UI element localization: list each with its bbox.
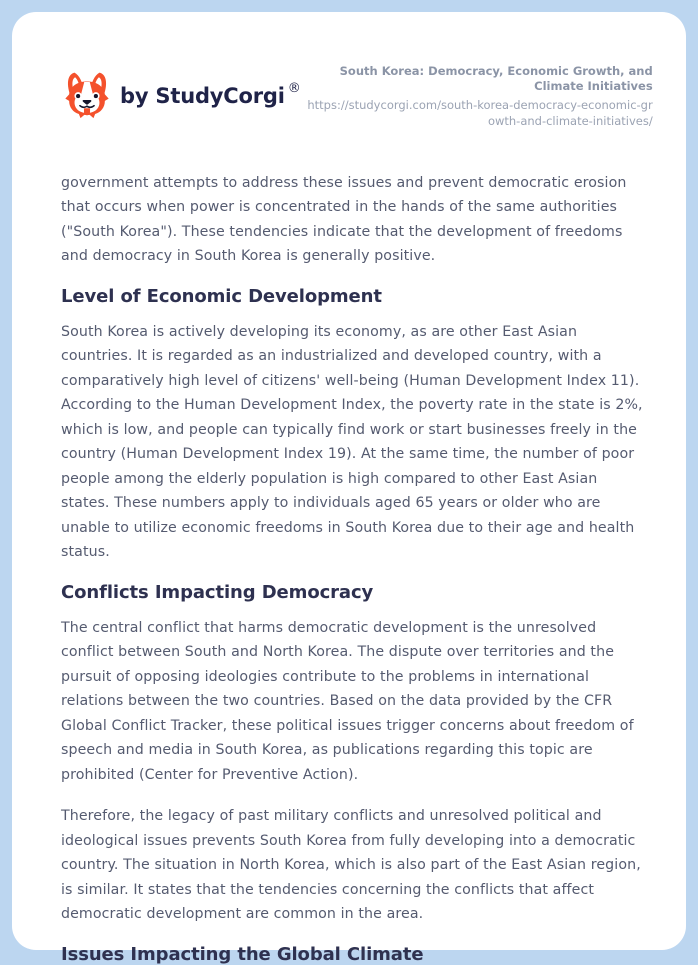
document-header: [61, 64, 653, 129]
section-heading-conflicts-impacting-democracy: Conflicts Impacting Democracy: [61, 581, 374, 603]
article-body: [61, 171, 648, 965]
section-heading-issues-impacting-global-climate: Issues Impacting the Global Climate: [61, 943, 424, 965]
document-title: South Korea: Democracy, Economic Growth, and Climate Initiatives: [339, 64, 653, 94]
section-heading-level-of-economic-development: Level of Economic Development: [61, 285, 382, 307]
article-paragraph-central-conflict: The central conflict that harms democratic development is the unresolved conflict between South and North Korea. The dispute over territories and the pursuit of opposing ideologies contribute to the problems in international relations between the two countries. Based on the data provided by the CFR Global Conflict Tracker, these political issues trigger concerns about freedom of speech and media in South Korea, as publications regarding this topic are prohibited (Center for Preventive Action).: [61, 619, 634, 783]
article-paragraph-economic-development: South Korea is actively developing its economy, as are other East Asian countries. It is regarded as an industrialized and developed country, with a comparatively high level of citizens' well-being (Human Development Index 11). According to the Human Development Index, the poverty rate in the state is 2%, which is low, and people can typically find work or start businesses freely in the country (Human Development Index 19). At the same time, the number of poor people among the elderly population is high compared to other East Asian states. These numbers apply to individuals aged 65 years or older who are unable to utilize economic freedoms in South Korea due to their age and health status.: [61, 323, 643, 561]
article-paragraph-democracy-conclusion: government attempts to address these issues and prevent democratic erosion that occurs when power is concentrated in the hands of the same authorities ("South Korea"). These tendencies indicate that the development of freedoms and democracy in South Korea is generally positive.: [61, 174, 627, 265]
registered-trademark: ®: [287, 80, 301, 96]
document-title-block: [301, 64, 653, 129]
corgi-logo-icon: [61, 68, 113, 125]
article-paragraph-conflict-legacy: Therefore, the legacy of past military conflicts and unresolved political and ideological issues prevents South Korea from fully developing into a democratic country. The situation in North Korea, which is also part of the East Asian region, is similar. It states that the tendencies concerning the conflicts that affect democratic development are common in the area.: [61, 808, 641, 923]
brand-text: by StudyCorgi: [120, 84, 285, 109]
document-card: [12, 12, 686, 965]
studycorgi-logo: [61, 68, 301, 125]
document-url[interactable]: https://studycorgi.com/south-korea-democracy-economic-growth-and-climate-initiatives/: [307, 98, 653, 128]
